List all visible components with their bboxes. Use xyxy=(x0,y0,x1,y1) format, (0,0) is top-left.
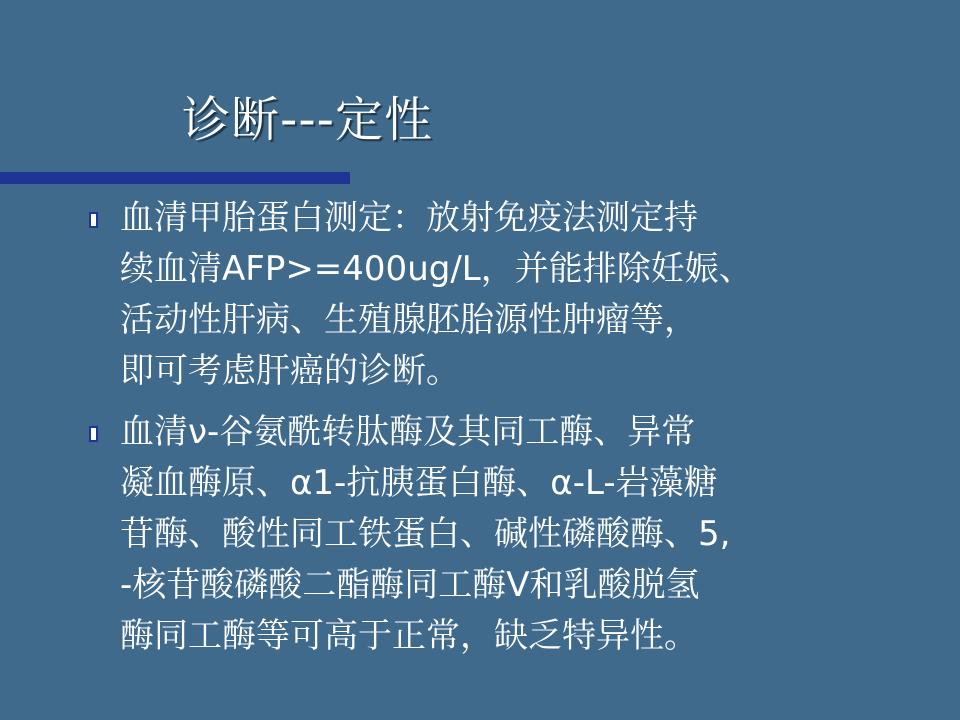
hollow-square-bullet-icon xyxy=(89,212,98,228)
bullet-list xyxy=(86,193,876,672)
bullet-item xyxy=(86,407,876,662)
bullet-line: 血清甲胎蛋白测定：放射免疫法测定持 xyxy=(120,198,698,238)
bullet-item xyxy=(86,193,876,397)
bullet-line: 即可考虑肝癌的诊断。 xyxy=(120,351,460,391)
title-underline-bar xyxy=(0,172,350,184)
slide-title: 诊断---定性 xyxy=(182,92,433,148)
bullet-line: 血清ν-谷氨酰转肽酶及其同工酶、异常 xyxy=(120,412,696,452)
bullet-line: 凝血酶原、α1-抗胰蛋白酶、α-L-岩藻糖 xyxy=(120,463,718,503)
bullet-line: -核苷酸磷酸二酯酶同工酶V和乳酸脱氢 xyxy=(120,565,700,605)
hollow-square-bullet-icon xyxy=(89,426,98,442)
bullet-line: 酶同工酶等可高于正常，缺乏特异性。 xyxy=(120,616,698,656)
bullet-line: 活动性肝病、生殖腺胚胎源性肿瘤等， xyxy=(120,300,698,340)
bullet-line: 续血清AFP>=400ug/L，并能排除妊娠、 xyxy=(120,249,753,289)
bullet-line: 苷酶、酸性同工铁蛋白、碱性磷酸酶、5, xyxy=(120,514,731,554)
